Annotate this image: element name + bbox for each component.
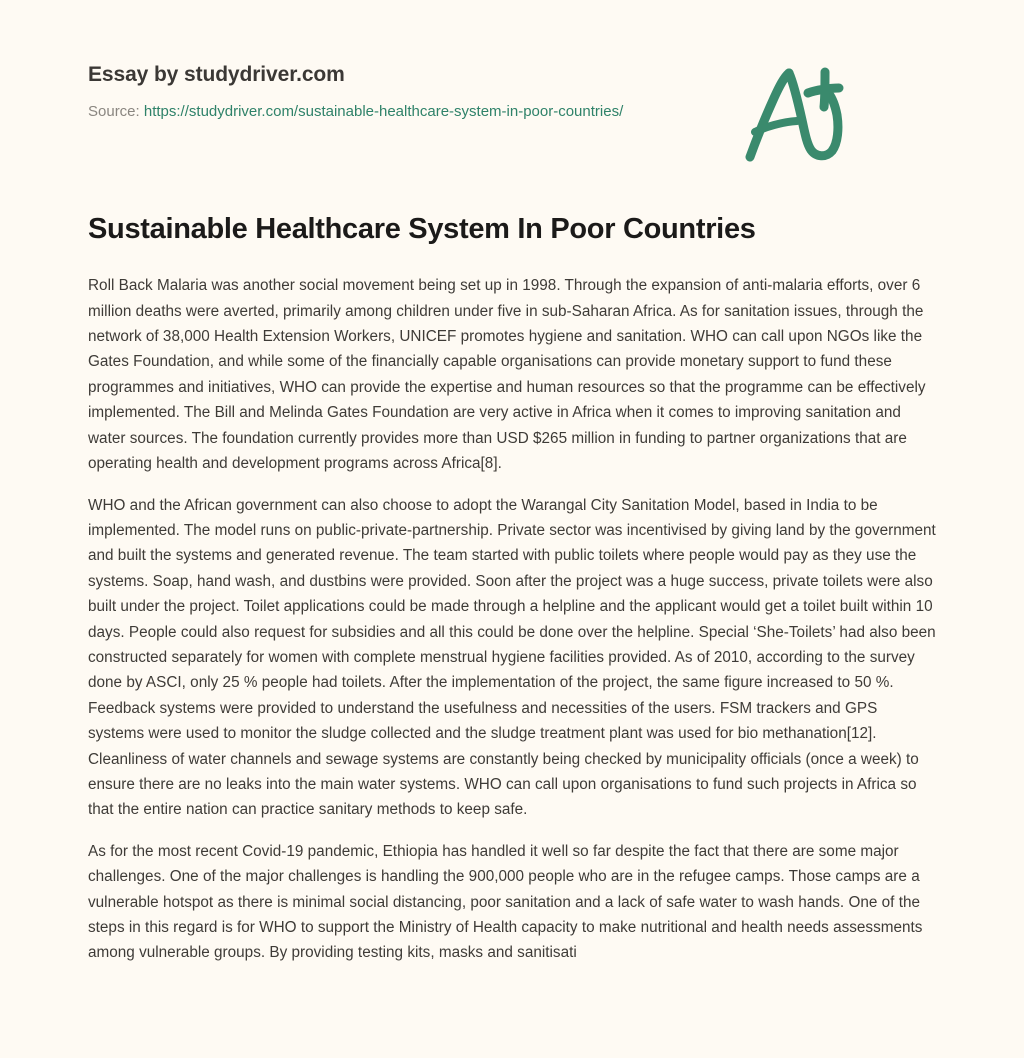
a-plus-logo-icon: [738, 60, 858, 165]
source-label: Source:: [88, 103, 140, 121]
paragraph: Roll Back Malaria was another social movement being set up in 1998. Through the expansion of anti-malaria efforts, over 6 million deaths were averted, primarily among children under five in sub-Saharan Africa. As for sanitation issues, through the network of 38,000 Health Extension Workers, UNICEF promotes hygiene and sanitation. WHO can call upon NGOs like the Gates Foundation, and while some of the financially capable organisations can provide monetary support to fund these programmes and initiatives, WHO can provide the expertise and human resources so that the programme can be effectively implemented. The Bill and Melinda Gates Foundation are very active in Africa when it comes to improving sanitation and water sources. The foundation currently provides more than USD $265 million in funding to partner organizations that are operating health and development programs across Africa[8].: [88, 277, 926, 473]
studydriver-logo[interactable]: [738, 60, 858, 165]
page-title: Sustainable Healthcare System In Poor Countries: [88, 213, 756, 245]
document-header: [88, 0, 936, 121]
article-body: [88, 247, 936, 966]
source-url-link[interactable]: https://studydriver.com/sustainable-healthcare-system-in-poor-countries/: [143, 103, 624, 121]
paragraph: WHO and the African government can also choose to adopt the Warangal City Sanitation Model, based in India to be implemented. The model runs on public-private-partnership. Private sector was incentivised by giving land by the government and built the systems and generated revenue. The team started with public toilets where people would pay as they use the systems. Soap, hand wash, and dustbins were provided. Soon after the project was a huge success, private toilets were also built under the project. Toilet applications could be made through a helpline and the applicant would get a toilet built within 10 days. People could also request for subsidies and all this could be done over the helpline. Special ‘She-Toilets’ had also been constructed separately for women with complete menstrual hygiene facilities provided. As of 2010, according to the survey done by ASCI, only 25 % people had toilets. After the implementation of the project, the same figure increased to 50 %. Feedback systems were provided to understand the usefulness and necessities of the users. FSM trackers and GPS systems were used to monitor the sludge collected and the sludge treatment plant was used for bio methanation[12]. Cleanliness of water channels and sewage systems are constantly being checked by municipality officials (once a week) to ensure there are no leaks into the main water systems. WHO can call upon organisations to fund such projects in Africa so that the entire nation can practice sanitary methods to keep safe.: [88, 496, 936, 819]
byline: Essay by studydriver.com: [88, 63, 345, 86]
paragraph: As for the most recent Covid-19 pandemic, Ethiopia has handled it well so far despite the fact that there are some major challenges. One of the major challenges is handling the 900,000 people who are in the refugee camps. Those camps are a vulnerable hotspot as there is minimal social distancing, poor sanitation and a lack of safe water to wash hands. One of the steps in this regard is for WHO to support the Ministry of Health capacity to make nutritional and health needs assessments among vulnerable groups. By providing testing kits, masks and sanitisati: [88, 842, 923, 962]
